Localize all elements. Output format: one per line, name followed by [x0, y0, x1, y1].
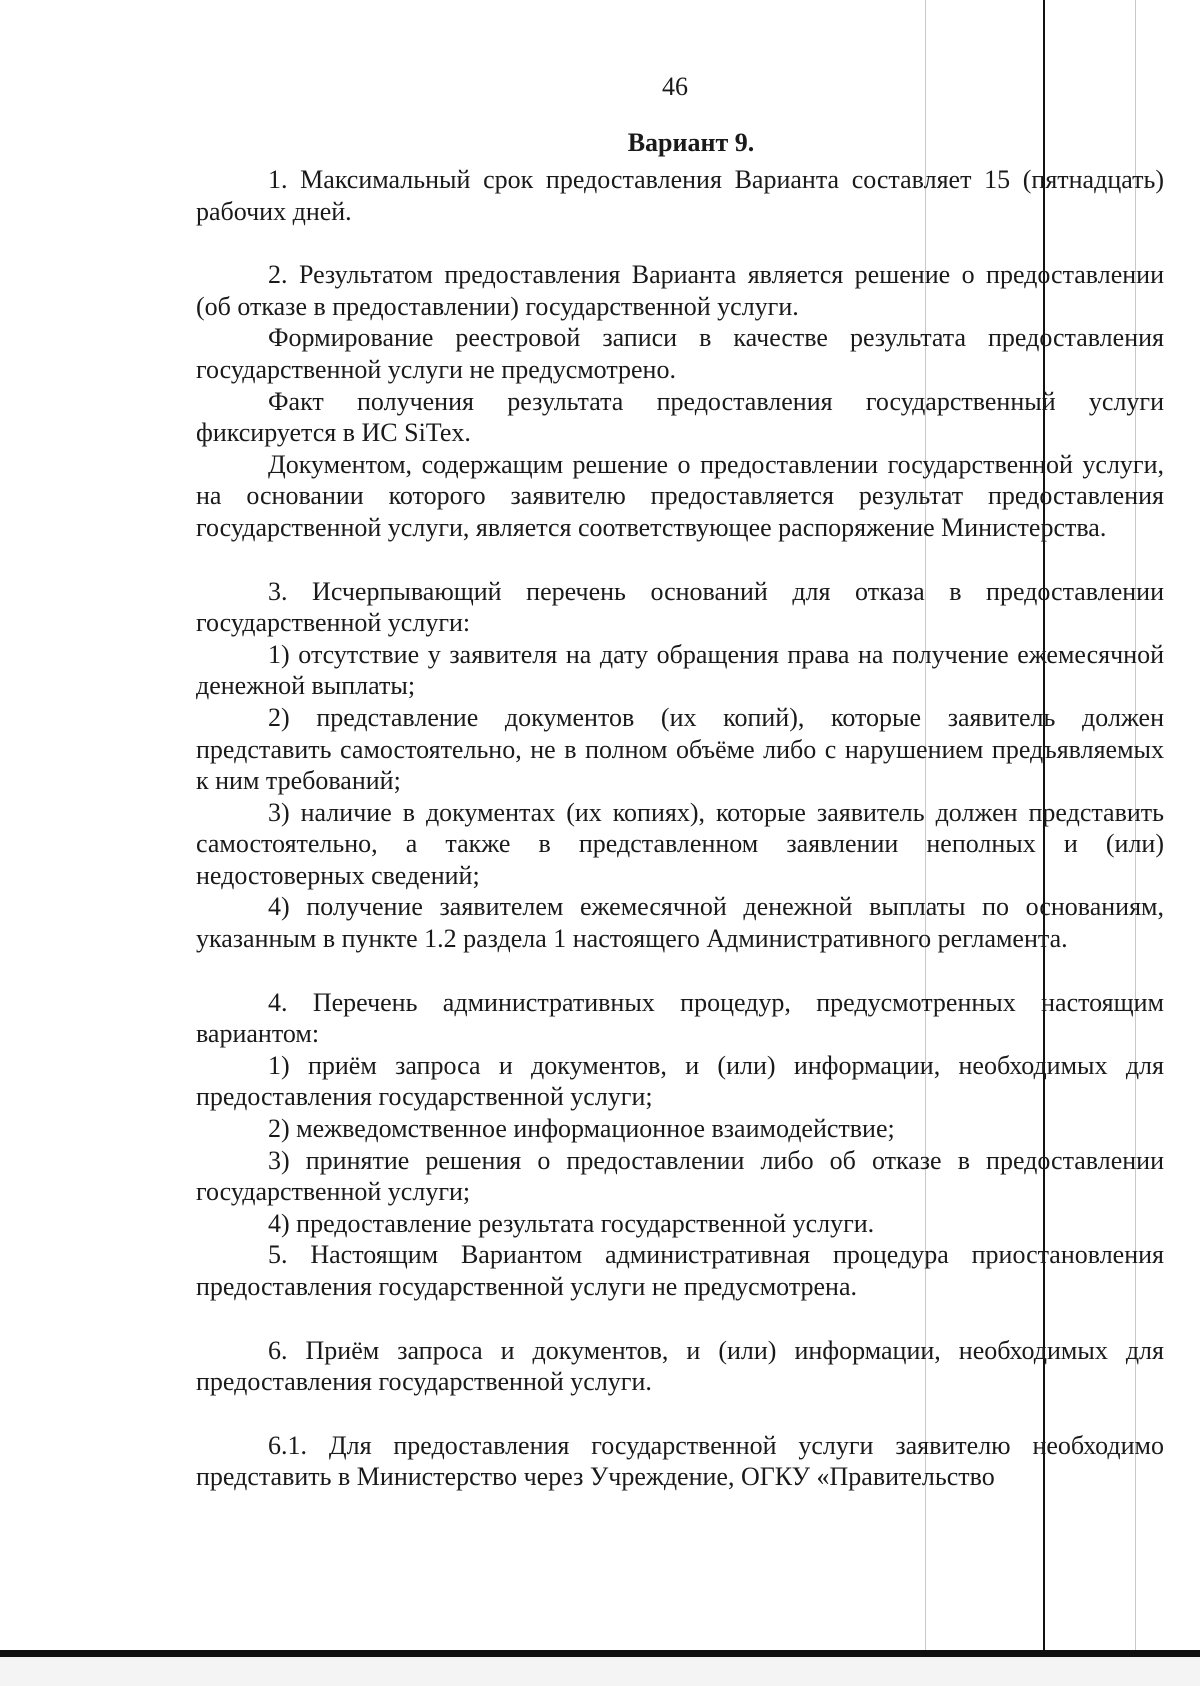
paragraph: 5. Настоящим Вариантом административная процедура приостановления предоставления государственной услуги не предусмотрена.: [196, 1240, 1164, 1301]
paragraph: 3. Исчерпывающий перечень оснований для отказа в предоставлении государственной услуги:: [196, 576, 1164, 638]
list-item: 4) предоставление результата государственной услуги.: [268, 1208, 875, 1238]
paragraph: 1. Максимальный срок предоставления Варианта составляет 15 (пятнадцать) рабочих дней.: [196, 165, 1164, 226]
list-item: 2) представление документов (их копий), которые заявитель должен представить самостоятельно, не в полном объёме либо с нарушением предъявляемых к ним требований;: [196, 702, 1164, 796]
list-item: 1) отсутствие у заявителя на дату обращения права на получение ежемесячной денежной выплаты;: [196, 639, 1164, 701]
paragraph: Формирование реестровой записи в качестве результата предоставления государственной услуги не предусмотрено.: [196, 323, 1164, 384]
paragraph: 2. Результатом предоставления Варианта является решение о предоставлении (об отказе в предоставлении) государственной услуги.: [196, 260, 1164, 321]
paragraph: 6. Приём запроса и документов, и (или) информации, необходимых для предоставления государственной услуги.: [196, 1335, 1164, 1397]
page-number: 46: [662, 72, 688, 101]
paragraph: 4. Перечень административных процедур, предусмотренных настоящим вариантом:: [196, 987, 1164, 1049]
list-item: 2) межведомственное информационное взаимодействие;: [268, 1114, 895, 1144]
paragraph: Документом, содержащим решение о предоставлении государственной услуги, на основании которого заявителю предоставляется результат предоставления государственной услуги, является соответствующее распоряжение Министерства.: [196, 449, 1164, 542]
list-item: 3) принятие решения о предоставлении либо об отказе в предоставлении государственной услуги;: [196, 1145, 1164, 1207]
document-body: [196, 164, 1164, 1493]
section-title: Вариант 9.: [627, 128, 755, 157]
paragraph: Факт получения результата предоставления государственный услуги фиксируется в ИС SiTex.: [196, 386, 1164, 448]
list-item: 1) приём запроса и документов, и (или) информации, необходимых для предоставления государственной услуги;: [196, 1050, 1164, 1112]
list-item: 4) получение заявителем ежемесячной денежной выплаты по основаниям, указанным в пункте 1.2 раздела 1 настоящего Административного регламента.: [196, 892, 1164, 954]
scan-bottom-edge: [0, 1650, 1200, 1657]
list-item: 3) наличие в документах (их копиях), которые заявитель должен представить самостоятельно, а также в представленном заявлении неполных и (или) недостоверных сведений;: [196, 797, 1164, 890]
scan-bottom-margin: [0, 1657, 1200, 1686]
paragraph: 6.1. Для предоставления государственной услуги заявителю необходимо представить в Министерство через Учреждение, ОГКУ «Правительство: [196, 1430, 1164, 1492]
